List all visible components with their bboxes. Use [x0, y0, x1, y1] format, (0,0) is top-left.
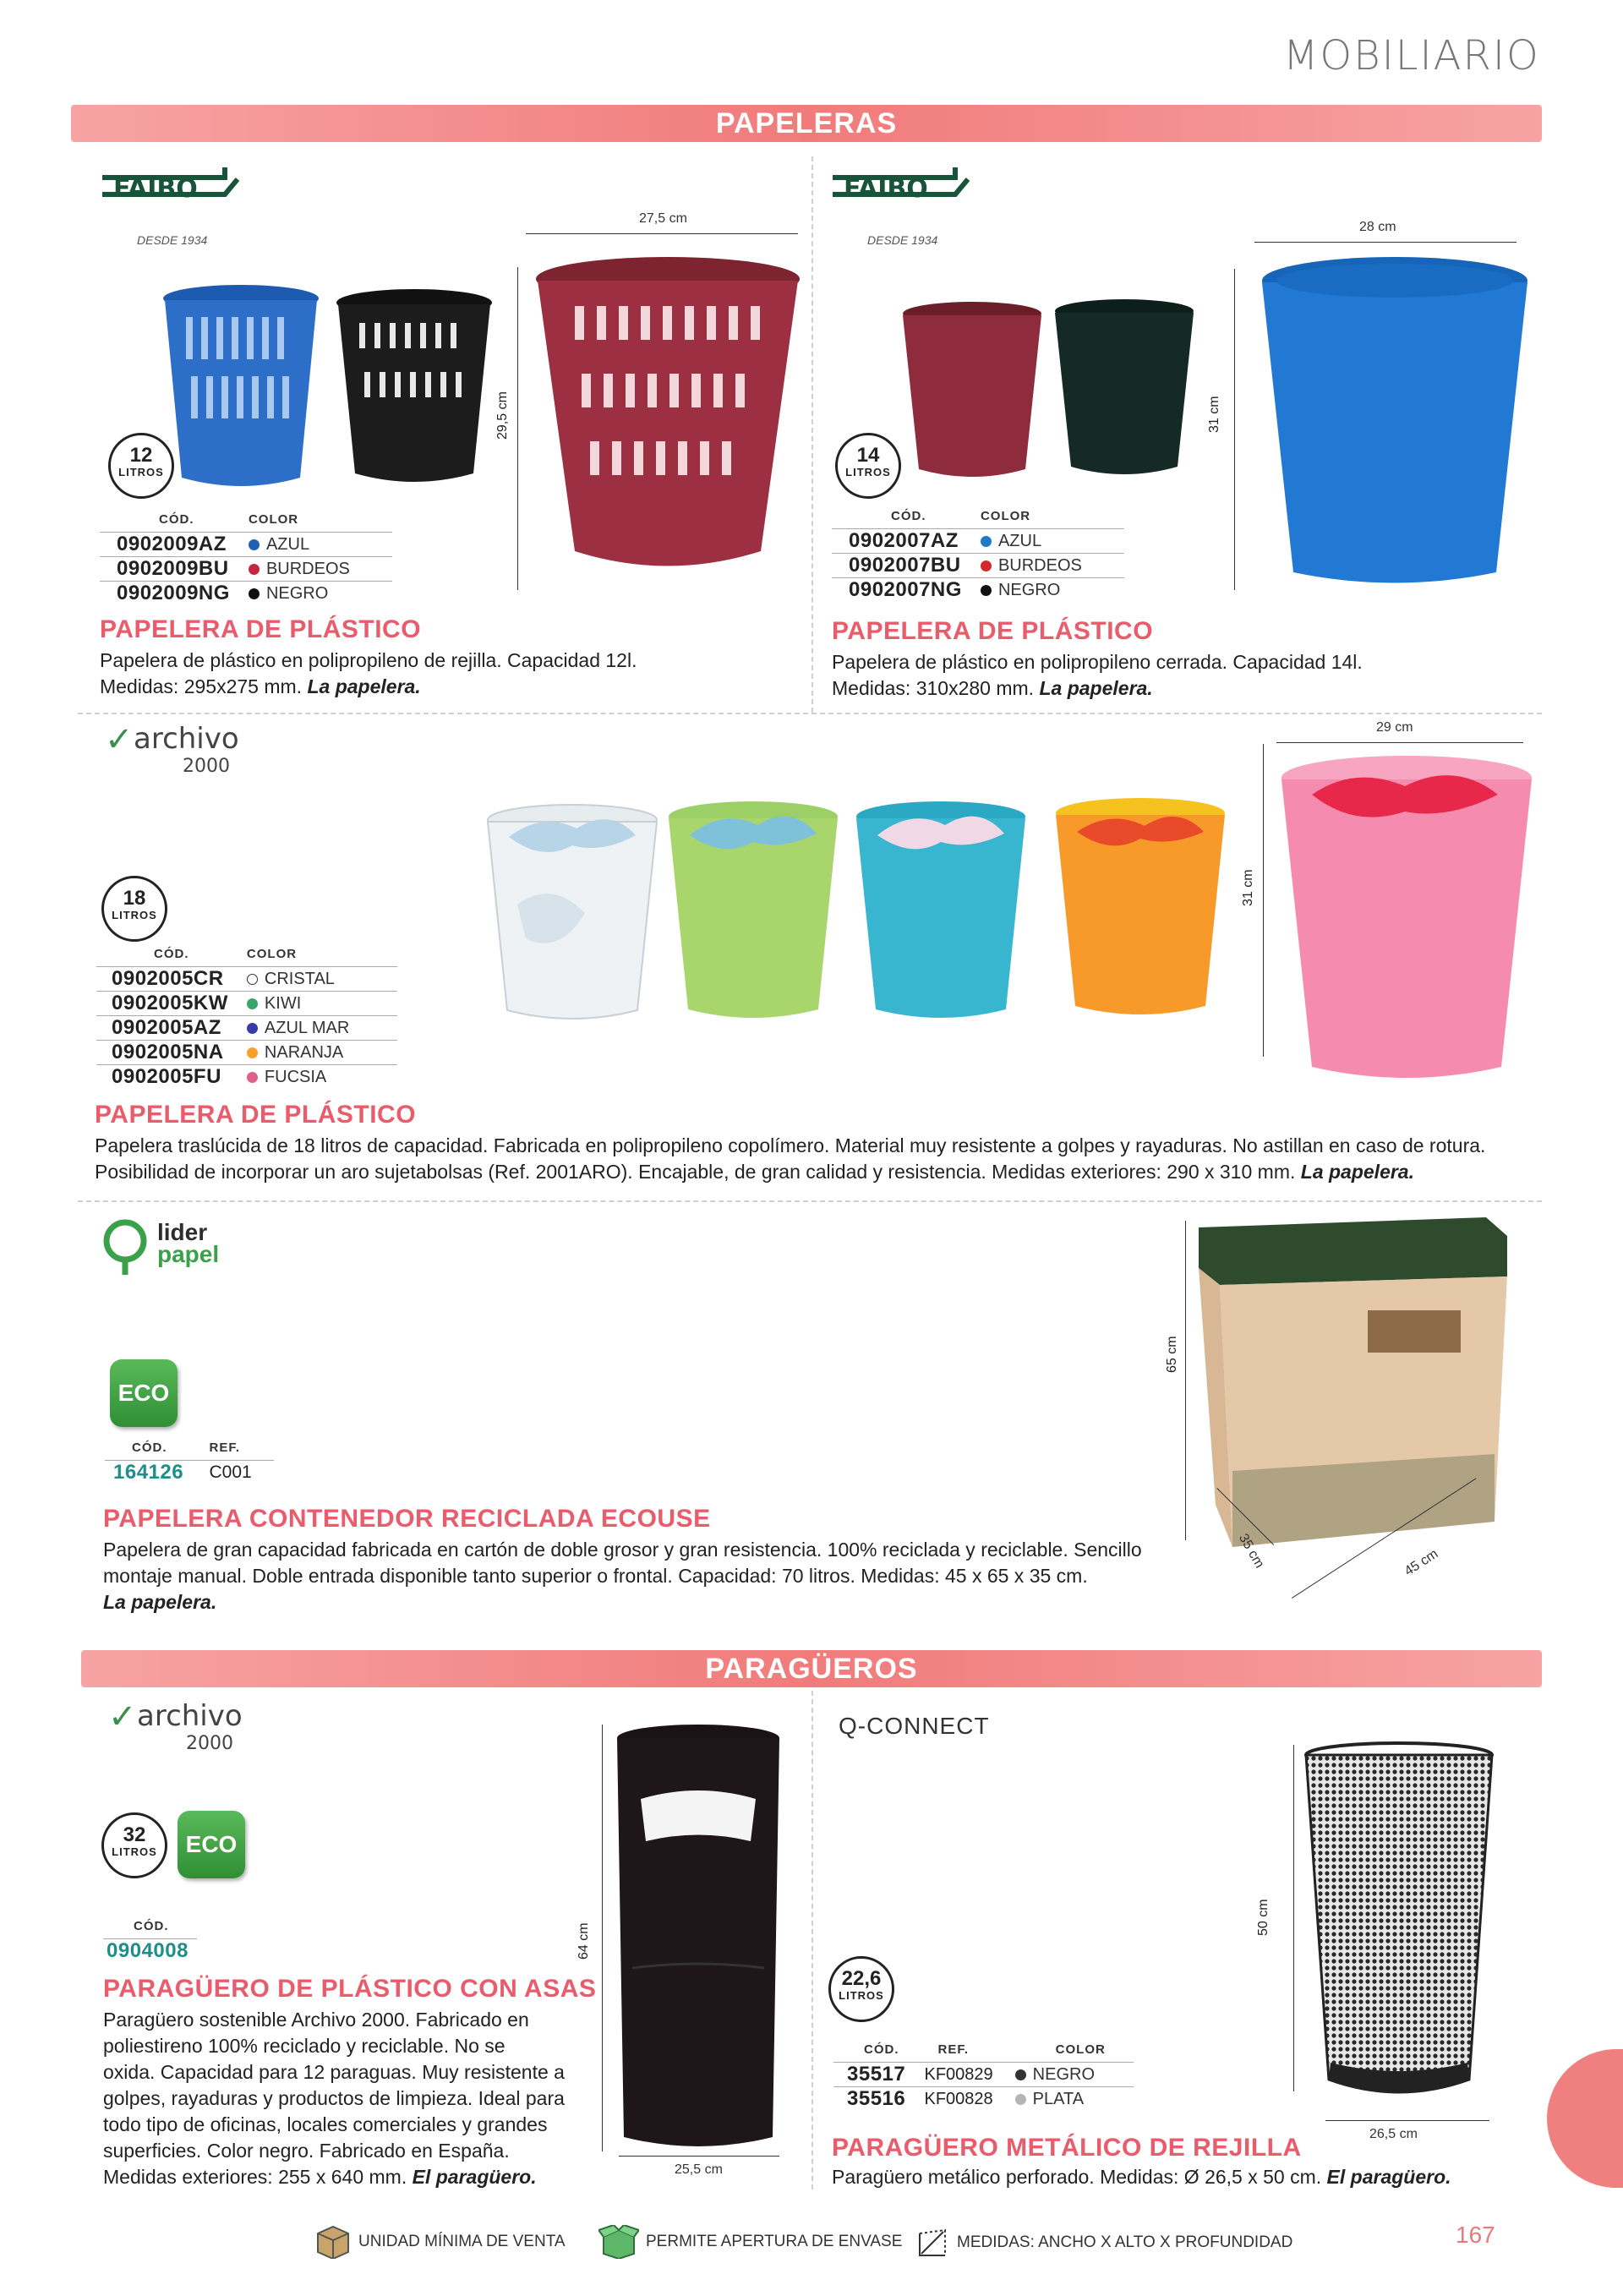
- capacity-unit: LITROS: [112, 1845, 157, 1858]
- col-header-ref: REF.: [209, 1440, 241, 1455]
- product-ref: KF00828: [925, 2087, 1015, 2112]
- product-ref: C001: [210, 1461, 274, 1485]
- product-code: 0902007NG: [832, 578, 981, 603]
- sale-unit: El paragüero.: [1326, 2166, 1451, 2188]
- product-image-cardboard-bin: [1199, 1217, 1507, 1551]
- liderpapel-leaf-icon: [100, 1217, 152, 1276]
- product-code: 164126: [105, 1461, 210, 1485]
- width-dimension-line: [1276, 742, 1523, 743]
- page-number: 167: [1456, 2222, 1495, 2248]
- width-dimension: 25,5 cm: [675, 2162, 723, 2177]
- width-dimension-line: [1325, 2120, 1489, 2121]
- col-header-code: CÓD.: [154, 947, 189, 961]
- table-row: [832, 529, 1124, 554]
- color-swatch: [1015, 2094, 1026, 2105]
- color-name: AZUL: [265, 534, 310, 554]
- product-title: PAPELERA CONTENEDOR RECICLADA ECOUSE: [103, 1505, 711, 1533]
- capacity-badge: [108, 433, 174, 499]
- faibo-wordmark: FAIBO: [844, 174, 928, 204]
- archivo-2000-logo: [101, 719, 270, 778]
- description-line: Papelera de plástico en polipropileno cerrada. Capacidad 14l.: [832, 651, 1363, 673]
- col-header-code: CÓD.: [132, 1440, 167, 1455]
- code-table: [833, 2042, 1134, 2112]
- table-row: [832, 578, 1124, 603]
- faibo-wordmark: FAIBO: [113, 174, 198, 204]
- capacity-value: 14: [856, 444, 880, 467]
- horizontal-divider: [78, 713, 1542, 714]
- product-description: [832, 2164, 1525, 2190]
- capacity-badge: [101, 876, 167, 942]
- table-row: [103, 1939, 197, 1964]
- width-dimension: 29 cm: [1376, 720, 1413, 735]
- product-code: 0904008: [103, 1939, 197, 1964]
- height-dimension-line: [1263, 744, 1264, 1057]
- color-name: BURDEOS: [265, 559, 350, 578]
- footer-legend-item: [314, 2225, 566, 2259]
- width-dimension-line: [526, 233, 798, 234]
- product-image-black-closed-bin: [1052, 298, 1196, 484]
- eco-badge: ECO: [178, 1811, 245, 1878]
- footer-legend-text: UNIDAD MÍNIMA DE VENTA: [358, 2233, 566, 2250]
- product-image-burgundy-bin: [533, 255, 803, 581]
- height-dimension: 31 cm: [1207, 396, 1221, 433]
- product-image-black-bin: [334, 287, 495, 486]
- table-row: [833, 2087, 1134, 2112]
- vertical-divider: [812, 156, 813, 713]
- col-header-code: CÓD.: [891, 509, 926, 523]
- description-line: Posibilidad de incorporar un aro sujetabolsas (Ref. 2001ARO). Encajable, de gran calidad y resistencia. Medidas exteriores: 290 x 310 mm.: [95, 1161, 1296, 1183]
- height-dimension-line: [1234, 269, 1235, 590]
- description-line: Medidas: 295x275 mm.: [100, 675, 303, 697]
- col-header-code: CÓD.: [864, 2042, 899, 2057]
- category-band-papeleras: PAPELERAS: [71, 105, 1542, 142]
- code-table: [832, 509, 1124, 603]
- col-header-color: COLOR: [246, 947, 298, 961]
- color-name: NEGRO: [997, 580, 1061, 599]
- table-row: [832, 554, 1124, 578]
- color-swatch: [247, 1072, 258, 1083]
- code-table: [96, 947, 397, 1090]
- product-image-crystal-bin: [484, 803, 661, 1027]
- color-swatch: [247, 1023, 258, 1034]
- sale-unit: La papelera.: [103, 1591, 217, 1613]
- table-row: [96, 992, 397, 1016]
- description-line: Paragüero sostenible Archivo 2000. Fabricado en: [103, 2009, 529, 2031]
- product-image-kiwi-bin: [664, 800, 842, 1028]
- table-row: [96, 967, 397, 992]
- category-band-paragueros: PARAGÜEROS: [81, 1650, 1542, 1687]
- table-row: [100, 557, 392, 582]
- product-code: 0902007AZ: [832, 529, 981, 554]
- archivo-mark-icon: ✓: [105, 721, 134, 758]
- liderpapel-logo: [100, 1214, 269, 1282]
- product-image-orange-bin: [1052, 796, 1229, 1025]
- table-row: [100, 533, 392, 557]
- qconnect-logo: Q-CONNECT: [839, 1713, 990, 1739]
- color-swatch: [981, 585, 992, 596]
- product-code: 0902005KW: [96, 992, 247, 1016]
- capacity-badge: [835, 433, 901, 499]
- col-header-color: COLOR: [1055, 2042, 1106, 2057]
- product-code: 0902009NG: [100, 582, 249, 606]
- code-table: [100, 512, 392, 606]
- height-dimension-line: [1185, 1221, 1186, 1540]
- archivo-mark-icon: ✓: [108, 1698, 137, 1736]
- col-header-color: COLOR: [980, 509, 1031, 523]
- archivo-wordmark: archivo: [137, 1699, 243, 1733]
- capacity-value: 22,6: [841, 1967, 882, 1990]
- color-name: NEGRO: [1032, 2064, 1096, 2084]
- product-description: [832, 649, 1525, 702]
- height-dimension-line: [1293, 1745, 1294, 2091]
- product-image-blue-closed-bin: [1260, 255, 1530, 593]
- horizontal-divider: [78, 1200, 1542, 1202]
- product-image-burgundy-closed-bin: [900, 300, 1044, 486]
- product-title: PARAGÜERO DE PLÁSTICO CON ASAS: [103, 1975, 597, 2003]
- description-line: Medidas exteriores: 255 x 640 mm.: [103, 2166, 407, 2188]
- color-swatch: [981, 536, 992, 547]
- depth-dimension: 35 cm: [1235, 1531, 1267, 1571]
- sale-unit: La papelera.: [1039, 677, 1153, 699]
- open-box-icon: [598, 2225, 639, 2259]
- sale-unit: La papelera.: [307, 675, 421, 697]
- table-row: [100, 582, 392, 606]
- description-line: Paragüero metálico perforado. Medidas: Ø 26,5 x 50 cm.: [832, 2166, 1322, 2188]
- archivo-2000-logo: [105, 1696, 274, 1755]
- box-icon: [314, 2225, 352, 2259]
- product-code: 0902007BU: [832, 554, 981, 578]
- product-title: PAPELERA DE PLÁSTICO: [100, 615, 422, 643]
- color-name: KIWI: [264, 993, 302, 1013]
- archivo-year: 2000: [183, 756, 230, 777]
- product-title: PARAGÜERO METÁLICO DE REJILLA: [832, 2134, 1302, 2162]
- description-line: Papelera traslúcida de 18 litros de capacidad. Fabricada en polipropileno copolímero. Material muy resistente a golpes y rayaduras. No astillan en caso de rotura.: [95, 1134, 1486, 1156]
- code-table: [103, 1919, 197, 1964]
- liderpapel-wordmark-bottom: papel: [157, 1241, 220, 1267]
- code-table: [105, 1440, 274, 1485]
- width-dimension-line: [1254, 242, 1516, 243]
- width-dimension: 45 cm: [1402, 1546, 1441, 1579]
- description-line: superficies. Color negro. Fabricado en España.: [103, 2140, 510, 2162]
- product-image-umbrella-stand: [615, 1723, 781, 2158]
- color-name: NARANJA: [264, 1042, 344, 1062]
- description-line: Papelera de plástico en polipropileno de rejilla. Capacidad 12l.: [100, 649, 637, 671]
- vertical-divider: [812, 1691, 813, 2189]
- capacity-badge: [101, 1812, 167, 1878]
- height-dimension: 65 cm: [1165, 1336, 1179, 1373]
- height-dimension-line: [517, 267, 518, 590]
- width-dimension: 26,5 cm: [1369, 2127, 1418, 2141]
- color-swatch: [247, 998, 258, 1009]
- sale-unit: La papelera.: [1300, 1161, 1414, 1183]
- eco-badge: ECO: [110, 1359, 178, 1427]
- color-name: PLATA: [1032, 2089, 1085, 2108]
- color-swatch: [249, 588, 260, 599]
- product-code: 0902005CR: [96, 967, 247, 992]
- color-name: NEGRO: [265, 583, 329, 603]
- capacity-value: 12: [129, 444, 153, 467]
- height-dimension: 29,5 cm: [495, 391, 510, 440]
- product-code: 0902005FU: [96, 1065, 247, 1090]
- faibo-logo: [828, 161, 972, 247]
- footer-legend-item: [916, 2227, 1292, 2259]
- product-description: [100, 648, 776, 700]
- description-line: poliestireno 100% reciclado y reciclable. No se: [103, 2035, 505, 2057]
- product-ref: KF00829: [925, 2063, 1015, 2087]
- description-line: Papelera de gran capacidad fabricada en cartón de doble grosor y gran resistencia. 100% reciclada y reciclable. Sencillo: [103, 1539, 1142, 1561]
- faibo-logo: [98, 161, 242, 247]
- product-code: 0902009BU: [100, 557, 249, 582]
- capacity-unit: LITROS: [845, 466, 891, 478]
- product-title: PAPELERA DE PLÁSTICO: [832, 617, 1154, 645]
- description-line: Medidas: 310x280 mm.: [832, 677, 1035, 699]
- product-image-blue-bin: [161, 283, 321, 490]
- color-name: AZUL MAR: [264, 1018, 350, 1037]
- description-line: todo tipo de oficinas, locales comerciales y grandes: [103, 2113, 548, 2135]
- col-header-code: CÓD.: [134, 1919, 169, 1933]
- table-row: [105, 1461, 274, 1485]
- product-code: 0902009AZ: [100, 533, 249, 557]
- description-line: oxida. Capacidad para 12 paraguas. Muy resistente a: [103, 2061, 565, 2083]
- capacity-badge: [828, 1956, 894, 2022]
- description-line: montaje manual. Doble entrada disponible tanto superior o frontal. Capacidad: 70 litros. Medidas: 45 x 65 x 35 cm.: [103, 1565, 1088, 1587]
- color-swatch: [247, 1047, 258, 1058]
- color-name: FUCSIA: [264, 1067, 327, 1086]
- faibo-tagline: DESDE 1934: [137, 233, 208, 247]
- dimensions-icon: [916, 2227, 950, 2259]
- height-dimension-line: [602, 1725, 603, 2151]
- capacity-unit: LITROS: [839, 1989, 884, 2002]
- product-code: 0902005NA: [96, 1041, 247, 1065]
- product-code: 0902005AZ: [96, 1016, 247, 1041]
- product-code: 35516: [833, 2087, 925, 2112]
- color-name: BURDEOS: [997, 555, 1082, 575]
- product-description: [103, 1537, 1185, 1615]
- archivo-year: 2000: [186, 1733, 233, 1754]
- table-row: [96, 1065, 397, 1090]
- width-dimension-line: [619, 2156, 779, 2157]
- color-swatch: [1015, 2069, 1026, 2080]
- faibo-tagline: DESDE 1934: [867, 233, 938, 247]
- page-edge-tab: [1547, 2049, 1623, 2188]
- description-line: golpes, rayaduras y productos de limpieza. Ideal para: [103, 2087, 565, 2109]
- product-image-sea-blue-bin: [852, 800, 1030, 1028]
- capacity-unit: LITROS: [112, 909, 157, 921]
- capacity-value: 32: [123, 1823, 146, 1846]
- color-swatch: [981, 560, 992, 571]
- footer-legend-text: MEDIDAS: ANCHO X ALTO X PROFUNDIDAD: [957, 2233, 1293, 2251]
- width-dimension: 28 cm: [1359, 220, 1396, 234]
- capacity-value: 18: [123, 887, 146, 910]
- col-header-color: COLOR: [248, 512, 299, 527]
- footer-legend-text: PERMITE APERTURA DE ENVASE: [646, 2233, 903, 2250]
- table-row: [96, 1041, 397, 1065]
- color-name: CRISTAL: [264, 969, 335, 988]
- table-row: [96, 1016, 397, 1041]
- color-swatch: [249, 564, 260, 575]
- product-image-fuchsia-bin: [1278, 752, 1536, 1086]
- height-dimension: 31 cm: [1241, 869, 1255, 906]
- col-header-ref: REF.: [937, 2042, 970, 2057]
- product-description: [95, 1133, 1549, 1185]
- color-swatch: [247, 974, 258, 985]
- color-swatch: [249, 539, 260, 550]
- width-dimension: 27,5 cm: [639, 211, 687, 226]
- product-title: PAPELERA DE PLÁSTICO: [95, 1101, 417, 1129]
- archivo-wordmark: archivo: [134, 722, 239, 756]
- sale-unit: El paragüero.: [412, 2166, 537, 2188]
- product-code: 35517: [833, 2063, 925, 2087]
- color-name: AZUL: [997, 531, 1042, 550]
- height-dimension: 50 cm: [1256, 1899, 1271, 1936]
- table-row: [833, 2063, 1134, 2087]
- height-dimension: 64 cm: [577, 1922, 591, 1960]
- product-image-mesh-umbrella-stand: [1303, 1741, 1495, 2109]
- footer-legend-item: [598, 2225, 902, 2259]
- product-description: [103, 2007, 593, 2190]
- liderpapel-wordmark-top: lider: [157, 1219, 208, 1245]
- col-header-code: CÓD.: [159, 512, 194, 527]
- capacity-unit: LITROS: [118, 466, 164, 478]
- section-title: MOBILIARIO: [1283, 32, 1540, 79]
